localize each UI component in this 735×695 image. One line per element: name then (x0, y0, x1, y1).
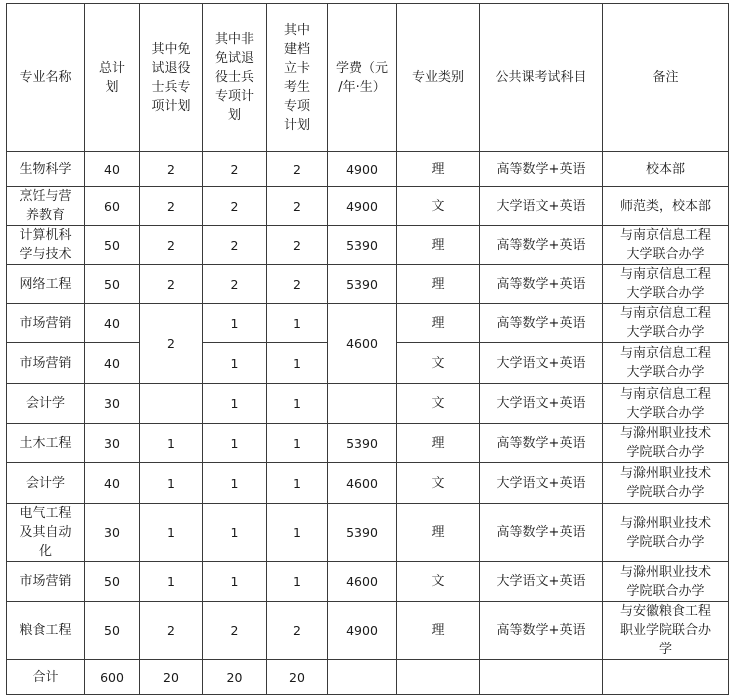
note-cell: 师范类，校本部 (603, 187, 729, 226)
poverty-cell: 1 (267, 562, 328, 602)
header-note: 备注 (603, 4, 729, 152)
table-row (7, 187, 729, 226)
fee-cell: 4900 (328, 187, 397, 226)
poverty-cell: 1 (267, 384, 328, 424)
nonexempt-veteran-cell: 1 (203, 304, 267, 343)
poverty-cell: 2 (267, 602, 328, 660)
exempt-veteran-cell: 1 (140, 424, 203, 463)
major-cell: 烹饪与营 养教育 (7, 187, 85, 226)
note-cell: 与南京信息工程 大学联合办学 (603, 304, 729, 343)
nonexempt-veteran-cell: 2 (203, 187, 267, 226)
header-total: 总计 划 (85, 4, 140, 152)
subjects-cell: 大学语文+英语 (480, 384, 603, 424)
category-cell: 理 (397, 504, 480, 562)
total-label: 合计 (7, 660, 85, 695)
table-row (7, 602, 729, 660)
category-cell: 文 (397, 384, 480, 424)
major-cell: 土木工程 (7, 424, 85, 463)
major-cell: 会计学 (7, 384, 85, 424)
exempt-veteran-cell: 1 (140, 562, 203, 602)
exempt-veteran-cell-merged: 2 (140, 304, 203, 384)
fee-cell: 4900 (328, 602, 397, 660)
fee-cell: 5390 (328, 265, 397, 304)
fee-cell: 5390 (328, 226, 397, 265)
total-cell: 30 (85, 424, 140, 463)
exempt-veteran-cell: 2 (140, 187, 203, 226)
category-cell: 文 (397, 187, 480, 226)
poverty-cell: 2 (267, 265, 328, 304)
fee-cell: 5390 (328, 424, 397, 463)
table-row (7, 304, 729, 343)
major-cell: 粮食工程 (7, 602, 85, 660)
subjects-cell: 大学语文+英语 (480, 343, 603, 384)
exempt-veteran-cell (140, 384, 203, 424)
major-cell: 计算机科 学与技术 (7, 226, 85, 265)
note-cell: 与南京信息工程 大学联合办学 (603, 343, 729, 384)
major-cell: 生物科学 (7, 152, 85, 187)
subjects-cell: 大学语文+英语 (480, 187, 603, 226)
subjects-cell: 高等数学+英语 (480, 424, 603, 463)
table-row (7, 265, 729, 304)
category-cell: 理 (397, 602, 480, 660)
fee-cell-merged: 4600 (328, 304, 397, 384)
header-major: 专业名称 (7, 4, 85, 152)
poverty-cell: 1 (267, 304, 328, 343)
total-cell: 30 (85, 504, 140, 562)
subjects-cell: 高等数学+英语 (480, 152, 603, 187)
total-cell: 50 (85, 265, 140, 304)
fee-cell (328, 384, 397, 424)
note-cell: 校本部 (603, 152, 729, 187)
poverty-cell: 1 (267, 343, 328, 384)
category-cell: 文 (397, 343, 480, 384)
total-cell: 40 (85, 304, 140, 343)
total-cell: 50 (85, 602, 140, 660)
header-exempt-veteran: 其中免 试退役 士兵专 项计划 (140, 4, 203, 152)
nonexempt-veteran-cell: 1 (203, 343, 267, 384)
category-cell: 理 (397, 226, 480, 265)
category-cell: 理 (397, 424, 480, 463)
category-sum-empty (397, 660, 480, 695)
poverty-cell: 1 (267, 504, 328, 562)
total-cell: 60 (85, 187, 140, 226)
total-cell: 40 (85, 343, 140, 384)
total-sum: 600 (85, 660, 140, 695)
poverty-cell: 2 (267, 152, 328, 187)
header-subjects: 公共课考试科目 (480, 4, 603, 152)
total-cell: 40 (85, 463, 140, 504)
subjects-cell: 高等数学+英语 (480, 265, 603, 304)
poverty-cell: 1 (267, 463, 328, 504)
fee-cell: 4600 (328, 562, 397, 602)
nonexempt-veteran-cell: 1 (203, 384, 267, 424)
note-cell: 与滁州职业技术 学院联合办学 (603, 424, 729, 463)
fee-cell: 5390 (328, 504, 397, 562)
header-nonexempt-veteran: 其中非 免试退 役士兵 专项计 划 (203, 4, 267, 152)
poverty-cell: 1 (267, 424, 328, 463)
nonexempt-veteran-cell: 2 (203, 226, 267, 265)
exempt-veteran-cell: 2 (140, 602, 203, 660)
table-row (7, 384, 729, 424)
table-row (7, 562, 729, 602)
subjects-cell: 大学语文+英语 (480, 562, 603, 602)
note-cell: 与南京信息工程 大学联合办学 (603, 265, 729, 304)
major-cell: 会计学 (7, 463, 85, 504)
exempt-veteran-cell: 1 (140, 504, 203, 562)
major-cell: 市场营销 (7, 562, 85, 602)
exempt-veteran-sum: 20 (140, 660, 203, 695)
nonexempt-veteran-cell: 2 (203, 265, 267, 304)
subjects-cell: 高等数学+英语 (480, 504, 603, 562)
header-poverty: 其中 建档 立卡 考生 专项 计划 (267, 4, 328, 152)
subjects-cell: 高等数学+英语 (480, 304, 603, 343)
table-row (7, 504, 729, 562)
major-cell: 电气工程 及其自动 化 (7, 504, 85, 562)
note-cell: 与滁州职业技术 学院联合办学 (603, 504, 729, 562)
fee-sum-empty (328, 660, 397, 695)
major-cell: 市场营销 (7, 304, 85, 343)
subjects-sum-empty (480, 660, 603, 695)
note-cell: 与滁州职业技术 学院联合办学 (603, 463, 729, 504)
major-cell: 网络工程 (7, 265, 85, 304)
total-cell: 50 (85, 562, 140, 602)
category-cell: 理 (397, 152, 480, 187)
exempt-veteran-cell: 2 (140, 226, 203, 265)
nonexempt-veteran-cell: 1 (203, 504, 267, 562)
subjects-cell: 大学语文+英语 (480, 463, 603, 504)
note-cell: 与南京信息工程 大学联合办学 (603, 384, 729, 424)
table-row (7, 152, 729, 187)
enrollment-plan-table (6, 3, 729, 695)
header-category: 专业类别 (397, 4, 480, 152)
poverty-sum: 20 (267, 660, 328, 695)
nonexempt-veteran-sum: 20 (203, 660, 267, 695)
nonexempt-veteran-cell: 1 (203, 424, 267, 463)
poverty-cell: 2 (267, 226, 328, 265)
total-cell: 30 (85, 384, 140, 424)
total-row (7, 660, 729, 695)
note-cell: 与安徽粮食工程 职业学院联合办 学 (603, 602, 729, 660)
note-sum-empty (603, 660, 729, 695)
category-cell: 理 (397, 304, 480, 343)
nonexempt-veteran-cell: 2 (203, 602, 267, 660)
table-row (7, 226, 729, 265)
exempt-veteran-cell: 1 (140, 463, 203, 504)
fee-cell: 4900 (328, 152, 397, 187)
exempt-veteran-cell: 2 (140, 265, 203, 304)
nonexempt-veteran-cell: 2 (203, 152, 267, 187)
header-fee: 学费（元 /年·生） (328, 4, 397, 152)
note-cell: 与滁州职业技术 学院联合办学 (603, 562, 729, 602)
subjects-cell: 高等数学+英语 (480, 602, 603, 660)
nonexempt-veteran-cell: 1 (203, 562, 267, 602)
major-cell: 市场营销 (7, 343, 85, 384)
category-cell: 文 (397, 562, 480, 602)
note-cell: 与南京信息工程 大学联合办学 (603, 226, 729, 265)
subjects-cell: 高等数学+英语 (480, 226, 603, 265)
category-cell: 文 (397, 463, 480, 504)
fee-cell: 4600 (328, 463, 397, 504)
table-row (7, 463, 729, 504)
total-cell: 50 (85, 226, 140, 265)
header-row (7, 4, 729, 152)
category-cell: 理 (397, 265, 480, 304)
nonexempt-veteran-cell: 1 (203, 463, 267, 504)
poverty-cell: 2 (267, 187, 328, 226)
table-row (7, 424, 729, 463)
total-cell: 40 (85, 152, 140, 187)
exempt-veteran-cell: 2 (140, 152, 203, 187)
